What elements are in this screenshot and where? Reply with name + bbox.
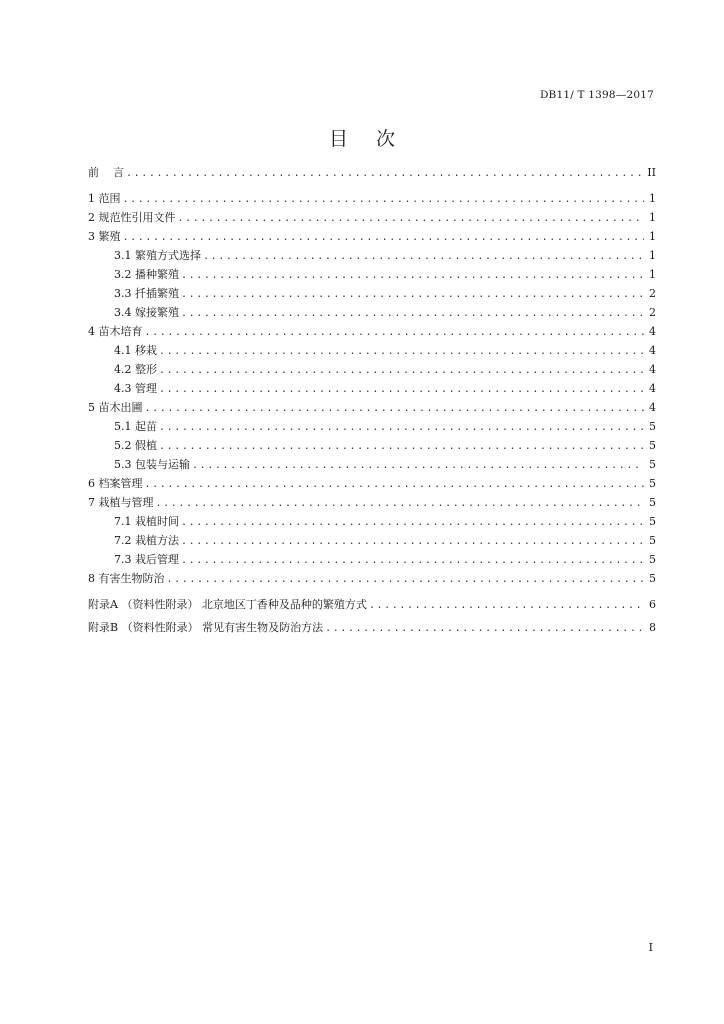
toc-entry[interactable] [88,227,656,246]
toc-entry-page: 4 [649,344,656,357]
toc-entry-label: 1 范围 [88,192,121,205]
toc-leader-dots [178,209,645,228]
toc-leader-dots [123,228,645,247]
toc-entry-label: 3.2 播种繁殖 [114,268,179,281]
toc-subentry[interactable] [88,455,656,474]
toc-subentry[interactable] [88,379,656,398]
page-title: 目次 [328,128,423,150]
toc-subentry[interactable] [88,284,656,303]
toc-entry-label: 附录A （资料性附录） 北京地区丁香种及品种的繁殖方式 [88,598,367,611]
toc-entry-label: 5 苗木出圃 [88,401,143,414]
toc-entry-page: 5 [649,439,656,452]
toc-leader-dots [167,570,645,589]
toc-entry-page: 4 [649,325,656,338]
toc-entry-label: 3.1 繁殖方式选择 [114,249,201,262]
toc-subentry[interactable] [88,550,656,569]
toc-leader-dots [159,342,644,361]
toc-leader-dots [145,399,645,418]
toc-leader-dots [369,596,644,615]
toc-leader-dots [181,551,644,570]
toc-entry[interactable] [88,208,656,227]
toc-entry-page: 5 [649,458,656,471]
toc-subentry[interactable] [88,246,656,265]
toc-leader-dots [126,164,644,183]
toc-leader-dots [181,513,644,532]
toc-entry-page: 4 [649,382,656,395]
toc-entry-label: 6 档案管理 [88,477,143,490]
toc-entry-label: 4.3 管理 [114,382,157,395]
toc-entry-page: 1 [649,249,656,262]
toc-entry-label: 5.2 假植 [114,439,157,452]
toc-leader-dots [181,304,644,323]
toc-entry-page: 5 [649,420,656,433]
toc-subentry[interactable] [88,417,656,436]
toc-entry-page: 1 [649,230,656,243]
toc-entry-page: II [647,166,656,179]
toc-entry-label: 4.2 整形 [114,363,157,376]
toc-leader-dots [192,456,644,475]
toc-entry-page: 4 [649,401,656,414]
toc-entry-label: 7 栽植与管理 [88,496,154,509]
toc-entry-label: 7.3 栽后管理 [114,553,179,566]
toc-entry-label: 4.1 移栽 [114,344,157,357]
toc-leader-dots [123,190,645,209]
toc-leader-dots [156,494,645,513]
toc-entry-label: 2 规范性引用文件 [88,211,176,224]
toc-entry-label: 8 有害生物防治 [88,572,165,585]
toc-entry[interactable] [88,322,656,341]
table-of-contents [88,163,656,637]
toc-entry-label: 附录B （资料性附录） 常见有害生物及防治方法 [88,621,324,634]
toc-subentry[interactable] [88,436,656,455]
toc-appendix-b[interactable] [88,618,656,637]
toc-subentry[interactable] [88,341,656,360]
toc-entry-page: 1 [649,268,656,281]
toc-leader-dots [159,418,644,437]
toc-entry-page: 1 [649,192,656,205]
toc-entry-label: 5.3 包装与运输 [114,458,190,471]
toc-entry-label: 3.4 嫁接繁殖 [114,306,179,319]
toc-entry-page: 5 [649,572,656,585]
toc-entry-page: 8 [649,621,656,634]
toc-entry-label: 前 言 [88,166,124,179]
toc-entry[interactable] [88,493,656,512]
toc-leader-dots [145,475,645,494]
toc-leader-dots [203,247,644,266]
toc-leader-dots [181,285,644,304]
toc-entry[interactable] [88,569,656,588]
toc-entry-label: 3 繁殖 [88,230,121,243]
toc-entry-label: 3.3 扦插繁殖 [114,287,179,300]
toc-appendix-a[interactable] [88,595,656,614]
toc-leader-dots [159,361,644,380]
toc-subentry[interactable] [88,265,656,284]
toc-entry-page: 1 [649,211,656,224]
toc-entry-label: 7.1 栽植时间 [114,515,179,528]
toc-leader-dots [181,266,644,285]
toc-subentry[interactable] [88,303,656,322]
toc-entry[interactable] [88,398,656,417]
toc-entry-page: 2 [649,306,656,319]
toc-entry-page: 6 [649,598,656,611]
toc-entry[interactable] [88,189,656,208]
toc-entry-page: 5 [649,534,656,547]
toc-leader-dots [159,437,644,456]
toc-subentry[interactable] [88,531,656,550]
toc-leader-dots [159,380,644,399]
toc-entry-foreword[interactable] [88,163,656,182]
toc-leader-dots [181,532,644,551]
toc-leader-dots [325,619,644,638]
document-code: DB11/ T 1398—2017 [539,89,654,101]
toc-subentry[interactable] [88,360,656,379]
page-number: I [648,941,653,954]
toc-leader-dots [145,323,645,342]
toc-entry[interactable] [88,474,656,493]
toc-entry-label: 7.2 栽植方法 [114,534,179,547]
toc-subentry[interactable] [88,512,656,531]
toc-entry-page: 5 [649,553,656,566]
toc-entry-page: 2 [649,287,656,300]
toc-entry-label: 4 苗木培育 [88,325,143,338]
toc-entry-page: 5 [649,477,656,490]
toc-entry-label: 5.1 起苗 [114,420,157,433]
toc-entry-page: 4 [649,363,656,376]
toc-entry-page: 5 [649,515,656,528]
toc-entry-page: 5 [649,496,656,509]
